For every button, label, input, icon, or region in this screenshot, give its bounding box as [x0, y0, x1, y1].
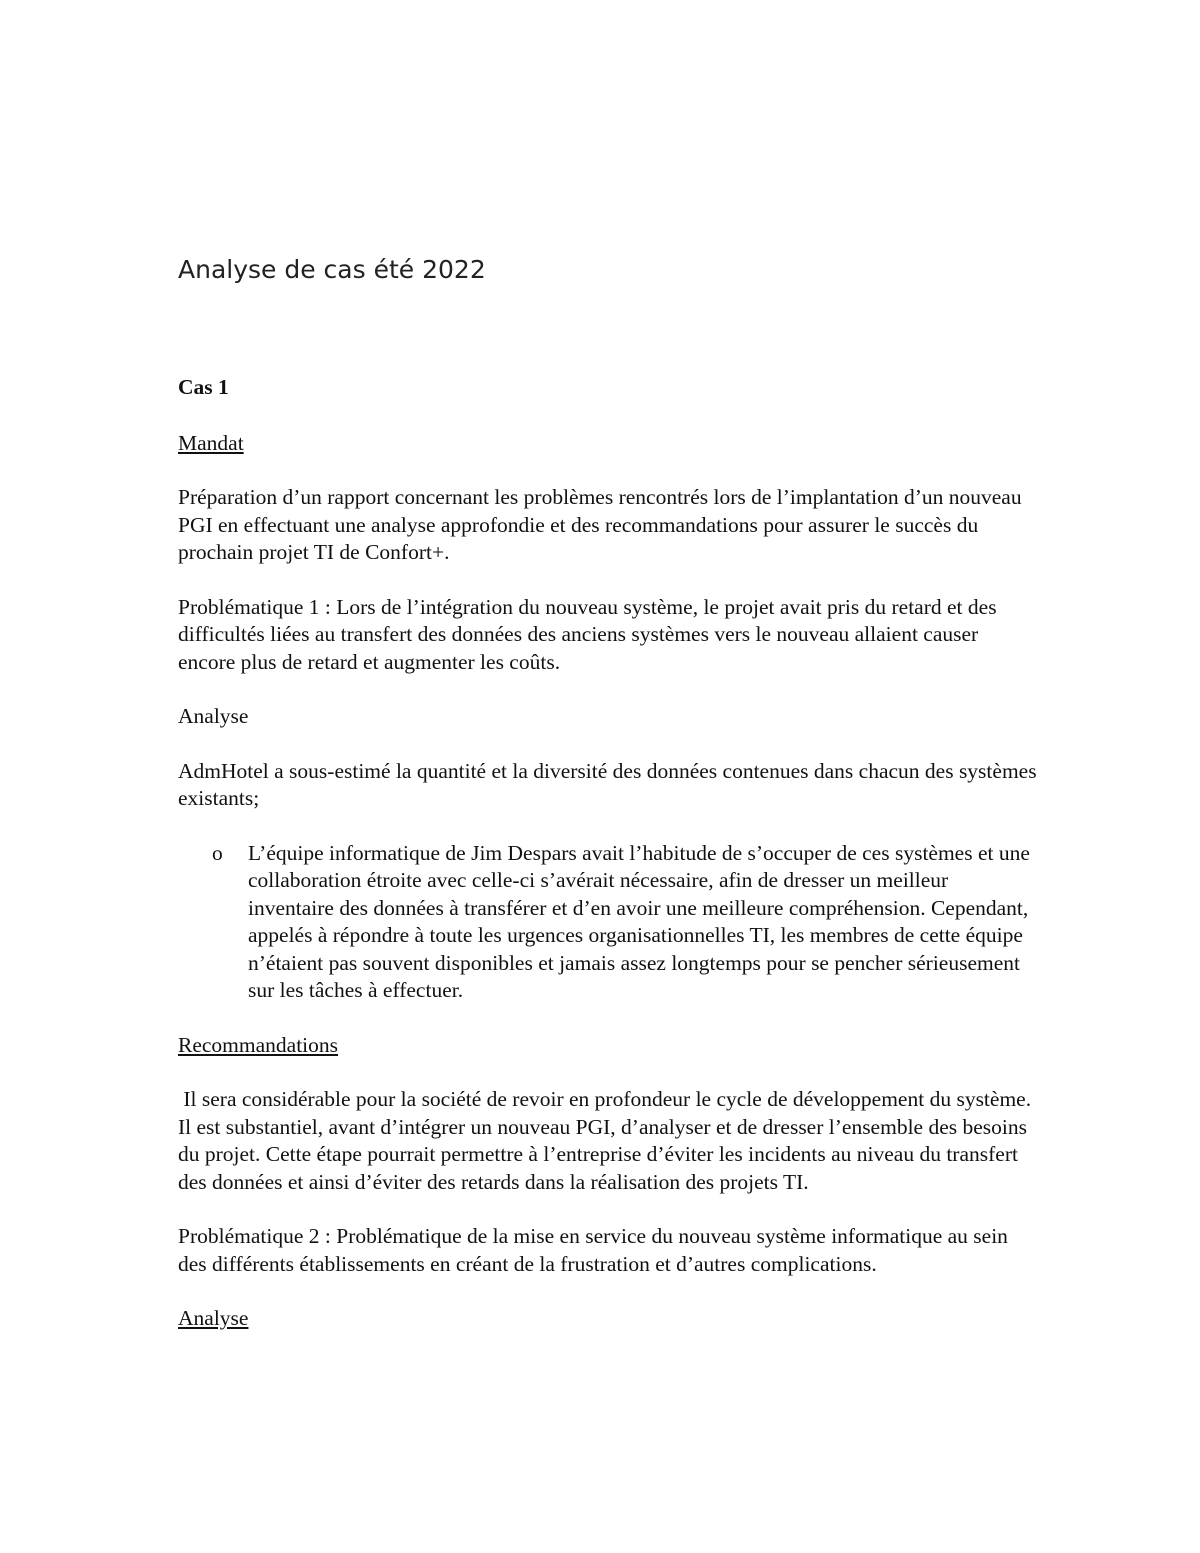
mandat-heading: Mandat [178, 430, 244, 455]
problem-1-paragraph: Problématique 1 : Lors de l’intégration du nouveau système, le projet avait pris du retard et des difficultés liées au transfert des données des anciens systèmes vers le nouveau allaient causer encore plus de retard et augmenter les coûts. [178, 594, 997, 674]
bullet-item [212, 840, 1038, 1005]
document-title: Analyse de cas été 2022 [178, 255, 486, 284]
problem-2-paragraph: Problématique 2 : Problématique de la mise en service du nouveau système informatique au sein des différents établissements en créant de la frustration et d’autres complications. [178, 1224, 1008, 1276]
hollow-bullet-icon: o [212, 840, 223, 865]
recommandations-paragraph: Il sera considérable pour la société de revoir en profondeur le cycle de développement du système. Il est substantiel, avant d’intégrer un nouveau PGI, d’analyser et de dresser l’ensemble des besoins du projet. Cette étape pourrait permettre à l’entreprise d’éviter les incidents au niveau du transfert des données et ainsi d’éviter des retards dans la réalisation des projets TI. [178, 1087, 1037, 1194]
recommandations-heading: Recommandations [178, 1032, 339, 1057]
analyse-2-heading: Analyse [178, 1306, 249, 1330]
mandat-paragraph: Préparation d’un rapport concernant les problèmes rencontrés lors de l’implantation d’un nouveau PGI en effectuant une analyse approfondie et des recommandations pour assurer le succès du prochain projet TI de Confort+. [178, 485, 1022, 564]
case-heading: Cas 1 [178, 375, 229, 399]
bullet-text: L’équipe informatique de Jim Despars avait l’habitude de s’occuper de ces systèmes et une collaboration étroite avec celle-ci s’avérait nécessaire, afin de dresser un meilleur inventaire des données à transférer et d’en avoir une meilleure compréhension. Cependant, appelés à répondre à toute les urgences organisationnelles TI, les membres de cette équipe n’étaient pas souvent disponibles et jamais assez longtemps pour se pencher sérieusement sur les tâches à effectuer. [248, 840, 1030, 1002]
analyse-bullet-list [178, 840, 1038, 1005]
document-body [178, 252, 1038, 1360]
analyse-1-heading: Analyse [178, 704, 249, 728]
analyse-1-paragraph: AdmHotel a sous-estimé la quantité et la diversité des données contenues dans chacun des systèmes existants; [178, 758, 1037, 810]
